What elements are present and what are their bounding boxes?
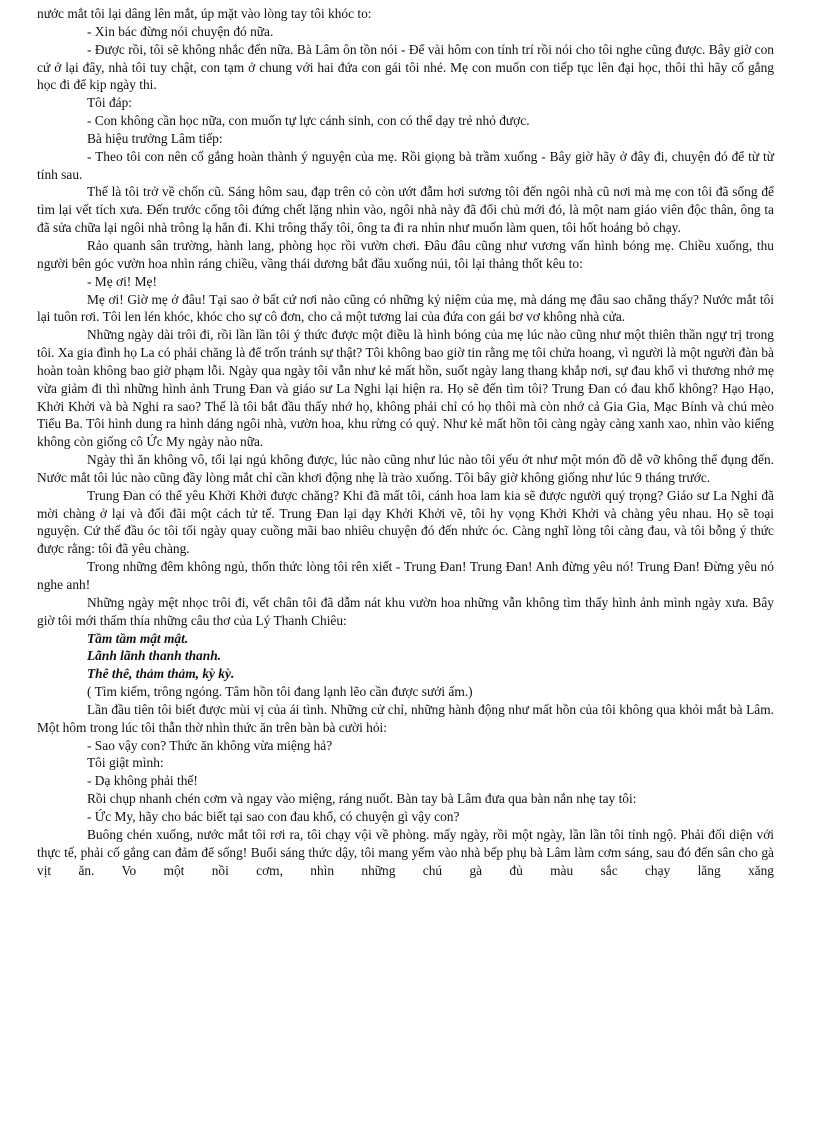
poem-line: Tầm tầm mật mật. [87, 630, 189, 646]
paragraph: - Theo tôi con nên cố gắng hoàn thành ý nguyện của mẹ. Rồi giọng bà trầm xuống - Bây giờ hãy ở đây đi, chuyện đó để từ từ tính sau. [37, 148, 774, 182]
paragraph: Những ngày dài trôi đi, rồi lần lần tôi ý thức được một điều là hình bóng của mẹ lúc nào cũng như một thiên thần ngự trị trong tôi. Xa gia đình họ La có phải chăng là để trốn tránh sự thật? Tôi không bao giờ tin rằng mẹ tôi chửa hoang, vì người là một người đàn bà hoàn toàn không bao giờ phạm lỗi. Ngày qua ngày tôi vẫn như kẻ mất hồn, suốt ngày lang thang khắp nơi, sự đau khổ vì thương nhớ mẹ vừa giảm đi thì những hình ảnh Trung Đan và giáo sư La Nghi lại hiện ra. Họ sẽ đến tìm tôi? Trung Đan có đau khổ không? Hạo Hạo, Khởi Khởi và bà Nghi ra sao? Thế là tôi bắt đầu thấy nhớ họ, không phải chỉ có họ thôi mà còn nhớ cả Gia Gia, Mạc Bính và chú mèo Tiểu Ba. Tôi hình dung ra hình dáng ngôi nhà, vườn hoa, khu rừng có quỷ. Như kẻ mất hồn tôi càng ngày càng xanh xao, nhìn vào kiếng không còn giống cô Ức My ngày nào nữa. [37, 327, 774, 450]
paragraph: - Xin bác đừng nói chuyện đó nữa. [87, 23, 274, 39]
paragraph: Tôi giật mình: [87, 755, 164, 771]
paragraph: - Sao vậy con? Thức ăn không vừa miệng hả? [87, 737, 333, 753]
paragraph: nước mắt tôi lại dâng lên mắt, úp mặt vào lòng tay tôi khóc to: [37, 6, 372, 21]
paragraph: Buông chén xuống, nước mắt tôi rơi ra, tôi chạy vội về phòng. mấy ngày, rồi một ngày, lần lần tôi tỉnh ngộ. Phải đối diện với thực tế, phải cố gắng can đảm để sống! Buổi sáng thức dậy, tôi mang yếm vào nhà bếp phụ bà Lâm làm cơm sáng, sau đó đến sân cho gà vịt ăn. Vo một nồi cơm, nhìn những chú gà đủ màu sắc chạy lăng xăng [37, 826, 774, 878]
paragraph: - Được rồi, tôi sẽ không nhắc đến nữa. Bà Lâm ôn tồn nói - Để vài hôm con tính trí rồi nói cho tôi nghe cũng được. Bây giờ con cứ ở lại đây, nhà tôi tuy chật, con tạm ở chung với hai đứa con gái tôi nhé. Mẹ con muốn con tiếp tục lên đại học, thôi thì hãy cố gắng học đi để kịp ngày thi. [37, 41, 774, 93]
paragraph: - Dạ không phải thế! [87, 773, 198, 789]
paragraph: Ngày thì ăn không vô, tối lại ngủ không được, lúc nào cũng như lúc nào tôi yếu ớt như một món đồ dễ vỡ không thể đụng đến. Nước mắt tôi lúc nào cũng đầy lòng mắt chỉ cần khơi động nhẹ là trào xuống. Tôi bây giờ không giống như lúc 9 tháng trước. [37, 452, 774, 485]
paragraph: Rồi chụp nhanh chén cơm và ngay vào miệng, ráng nuốt. Bàn tay bà Lâm đưa qua bàn nắn nhẹ tay tôi: [87, 791, 637, 807]
paragraph: Rảo quanh sân trường, hành lang, phòng học rồi vườn chơi. Đâu đâu cũng như vương vấn hình bóng mẹ. Chiều xuống, thu người bên góc vườn hoa nhìn ráng chiều, vầng thái dương bắt đầu xuống núi, tôi lại thảng thốt kêu to: [37, 237, 774, 271]
paragraph: - Ức My, hãy cho bác biết tại sao con đau khổ, có chuyện gì vậy con? [87, 808, 460, 824]
paragraph: Mẹ ơi! Giờ mẹ ở đâu! Tại sao ở bất cứ nơi nào cũng có những kỷ niệm của mẹ, mà dáng mẹ đâu sao chẳng thấy? Nước mắt tôi lại tuôn rơi. Tôi len lén khóc, khóc cho sự cô đơn, cho cả một tương lai của đứa con gái bơ vơ không nhà cửa. [37, 291, 774, 325]
poem-line: Lãnh lãnh thanh thanh. [87, 648, 221, 664]
paragraph: Trung Đan có thể yêu Khởi Khởi được chăng? Khi đã mất tôi, cánh hoa lam kia sẽ được người quý trọng? Giáo sư La Nghi đã mời chàng ở lại và đối đãi một cách tử tế. Trung Đan lại dạy Khởi Khởi vẽ, tôi hy vọng Khởi Khởi và chàng yêu nhau. Họ sẽ toại nguyện. Cứ thế đầu óc tôi tối ngày quay cuồng mãi bao nhiêu chuyện đó đến nhức óc. Càng nghĩ lòng tôi càng đau, và tôi bỗng ý thức được rằng: tôi đã yêu chàng. [37, 487, 774, 557]
paragraph: Tôi đáp: [87, 95, 132, 111]
paragraph: Những ngày mệt nhọc trôi đi, vết chân tôi đã dẫm nát khu vườn hoa những vẫn không tìm thấy hình ảnh mình ngày xưa. Bây giờ tôi mới thấm thía những câu thơ của Lý Thanh Chiêu: [37, 594, 774, 628]
paragraph: Thế là tôi trở về chốn cũ. Sáng hôm sau, đạp trên cỏ còn ướt đẫm hơi sương tôi đến ngôi nhà cũ nơi mà mẹ con tôi đã sống để tìm lại vết tích xưa. Đến trước cổng tôi đứng chết lặng nhìn vào, ngôi nhà này đã đổi chủ mới đó, là một nam giáo viên độc thân, ông ta đã sửa chữa lại ngôi nhà trông lạ hẳn đi. Khi trông thấy tôi, ông ta đi ra nhìn như muốn làm quen, tôi hốt hoảng bỏ chạy. [37, 184, 774, 236]
paragraph: Lần đầu tiên tôi biết được mùi vị của ái tình. Những cử chỉ, những hành động như mất hồn của tôi không qua khỏi mắt bà Lâm. Một hôm trong lúc tôi thẫn thờ nhìn thức ăn trên bàn bà cười hỏi: [37, 701, 774, 735]
paragraph: Trong những đêm không ngủ, thổn thức lòng tôi rên xiết - Trung Đan! Trung Đan! Anh đừng yêu nó! Trung Đan! Đừng yêu nó nghe anh! [37, 559, 774, 592]
poem-translation: ( Tìm kiếm, trông ngóng. Tâm hồn tôi đang lạnh lẽo cần được sưởi ấm.) [87, 684, 473, 700]
paragraph: - Con không cần học nữa, con muốn tự lực cánh sinh, con có thể dạy trẻ nhỏ được. [87, 113, 530, 129]
paragraph: - Mẹ ơi! Mẹ! [87, 273, 157, 289]
paragraph: Bà hiệu trưởng Lâm tiếp: [87, 130, 223, 146]
poem-line: Thê thê, thảm thảm, kỳ kỳ. [87, 666, 235, 682]
